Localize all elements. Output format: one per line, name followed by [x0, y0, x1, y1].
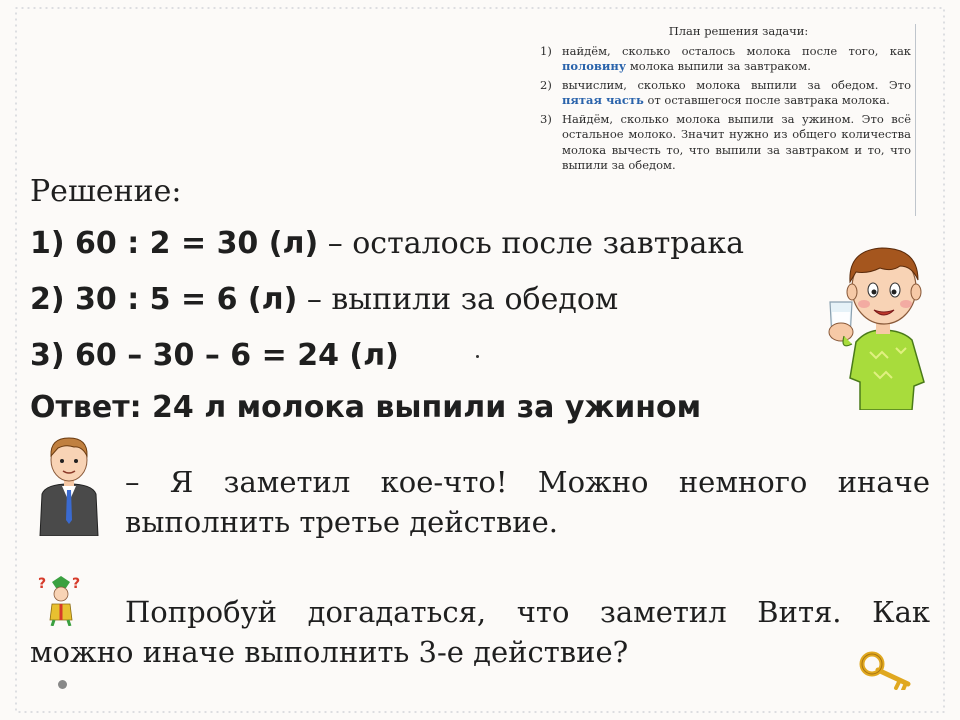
svg-text:?: ?	[72, 576, 81, 592]
plan-item	[536, 44, 911, 75]
step-comment: – выпили за обедом	[297, 282, 619, 317]
plan-item-number: 1)	[540, 43, 552, 58]
plan-item	[536, 112, 911, 174]
solution-heading: Решение:	[30, 174, 182, 209]
step-expression: 1) 60 : 2 = 30 (л)	[30, 226, 319, 261]
boy-in-suit-illustration	[36, 430, 102, 536]
jester-with-question-marks-illustration	[38, 574, 84, 626]
answer-line: Ответ: 24 л молока выпили за ужином	[30, 390, 702, 425]
question-paragraph: Попробуй догадаться, что заметил Витя. Как можно иначе выполнить 3-е действие?	[30, 595, 930, 669]
boy-remark: – Я заметил кое-что! Можно немного иначе выполнить третье действие.	[125, 465, 930, 539]
plan-item-text: Найдём, сколько молока выпили за ужином. Это всё остальное молоко. Значит нужно из общего количества молока вычесть то, что выпили за завтраком и то, что выпили за обедом.	[562, 111, 911, 172]
step-expression: 2) 30 : 5 = 6 (л)	[30, 282, 298, 317]
slide-number-dot	[58, 680, 67, 689]
plan-title: План решения задачи:	[668, 24, 809, 38]
solution-step-2	[30, 282, 618, 317]
plan-item-number: 3)	[540, 111, 552, 126]
solution-step-1	[30, 226, 744, 261]
boy-with-glass-illustration	[826, 232, 938, 410]
plan-item	[536, 78, 911, 109]
step-expression: 3) 60 – 30 – 6 = 24 (л)	[30, 338, 399, 373]
plan-highlight: половину	[562, 59, 627, 73]
plan-item-text: вычислим, сколько молока выпили за обедом. Это пятая часть от оставшегося после завтрака молока.	[562, 77, 911, 107]
step-comment: – осталось после завтрака	[318, 226, 745, 261]
plan-highlight: пятая часть	[562, 93, 644, 107]
plan-item-text: найдём, сколько осталось молока после того, как половину молока выпили за завтраком.	[562, 43, 911, 73]
solution-plan	[536, 24, 916, 216]
plan-item-number: 2)	[540, 77, 552, 92]
stray-dot	[476, 355, 479, 358]
svg-text:?: ?	[38, 576, 47, 592]
solution-step-3	[30, 338, 399, 373]
golden-key-icon	[858, 650, 918, 690]
